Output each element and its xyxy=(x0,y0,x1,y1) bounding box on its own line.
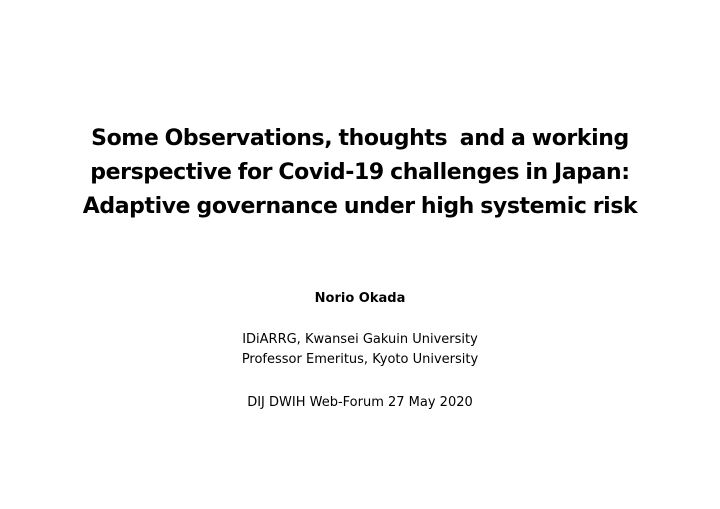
title-line-2: perspective for Covid-19 challenges in Japan: xyxy=(90,160,630,185)
title-line-3: Adaptive governance under high systemic risk xyxy=(82,194,638,219)
event-info: DIJ DWIH Web-Forum 27 May 2020 xyxy=(247,395,473,410)
author-name: Norio Okada xyxy=(314,291,406,306)
title-line-1: Some Observations, thoughts and a working xyxy=(91,126,629,151)
affiliation-2: Professor Emeritus, Kyoto University xyxy=(241,352,479,367)
slide-title xyxy=(0,122,720,224)
affiliation-1: IDiARRG, Kwansei Gakuin University xyxy=(242,332,478,347)
